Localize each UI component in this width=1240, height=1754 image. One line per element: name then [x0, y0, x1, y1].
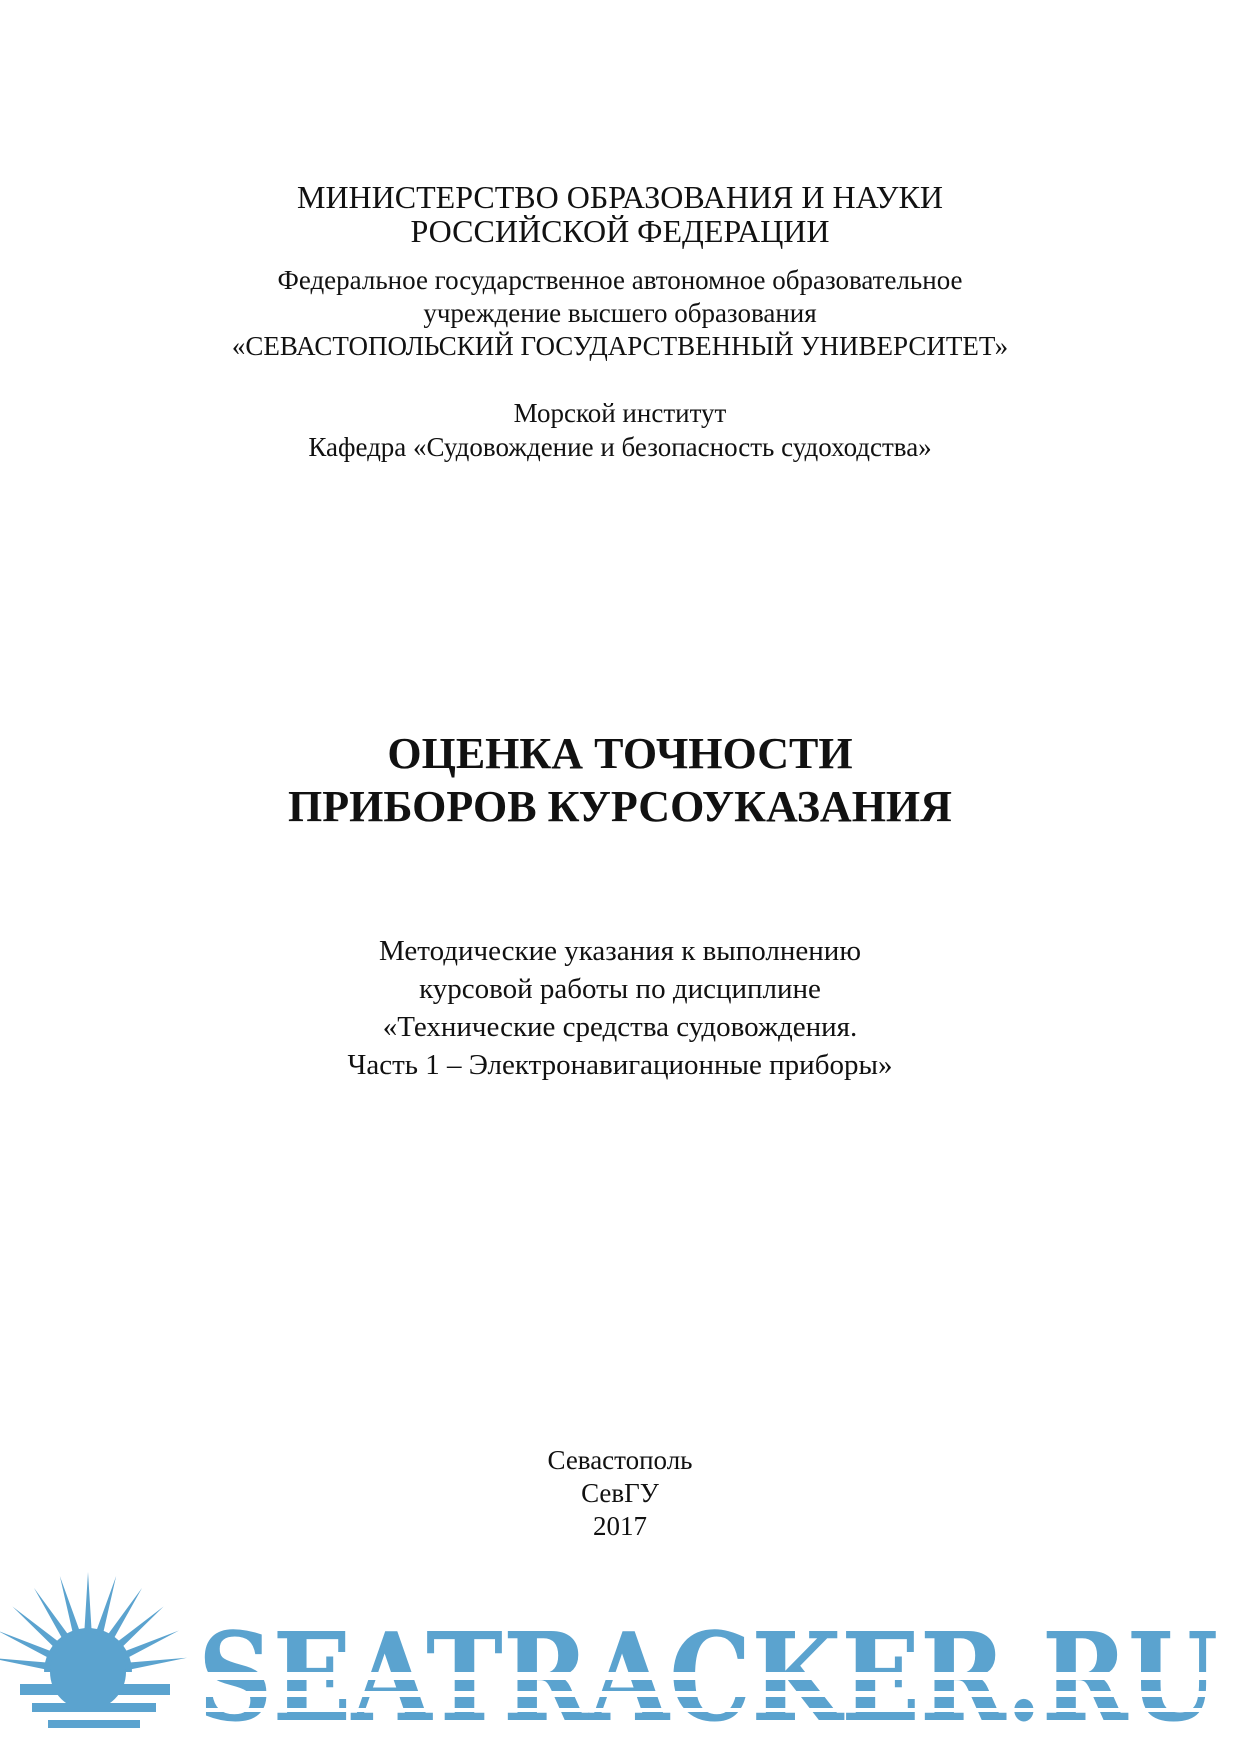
document-title: [0, 727, 1240, 833]
department-line-2: Кафедра «Судовождение и безопасность судоходства»: [308, 432, 932, 462]
title-line-1: ОЦЕНКА ТОЧНОСТИ: [387, 729, 853, 778]
subtitle-line-2: курсовой работы по дисциплине: [419, 973, 821, 1005]
watermark-stripe-1: [198, 1672, 1220, 1680]
imprint-year: 2017: [593, 1511, 647, 1541]
ministry-heading: [0, 180, 1240, 248]
imprint-city: Севастополь: [547, 1445, 693, 1475]
watermark-stripe-3: [198, 1708, 1220, 1712]
institution-line-1: Федеральное государственное автономное образовательное: [277, 265, 963, 295]
institution-line-2: учреждение высшего образования: [423, 298, 817, 328]
subtitle-line-4: Часть 1 – Электронавигационные приборы»: [347, 1049, 893, 1081]
subtitle-line-1: Методические указания к выполнению: [379, 935, 861, 967]
watermark-stripe-2: [198, 1691, 1220, 1697]
imprint-publisher: СевГУ: [581, 1478, 659, 1508]
title-line-2: ПРИБОРОВ КУРСОУКАЗАНИЯ: [288, 782, 952, 831]
document-subtitle: [0, 932, 1240, 1084]
sun-icon: [0, 1572, 187, 1754]
imprint: [0, 1444, 1240, 1543]
department-heading: [0, 396, 1240, 464]
department-line-1: Морской институт: [513, 398, 727, 428]
ministry-line-1: МИНИСТЕРСТВО ОБРАЗОВАНИЯ И НАУКИ: [296, 179, 943, 215]
institution-heading: [0, 264, 1240, 363]
institution-line-3: «СЕВАСТОПОЛЬСКИЙ ГОСУДАРСТВЕННЫЙ УНИВЕРСИТЕТ»: [231, 331, 1009, 361]
ministry-line-2: РОССИЙСКОЙ ФЕДЕРАЦИИ: [410, 213, 830, 249]
subtitle-line-3: «Технические средства судовождения.: [382, 1011, 858, 1043]
watermark: [0, 1560, 1240, 1754]
